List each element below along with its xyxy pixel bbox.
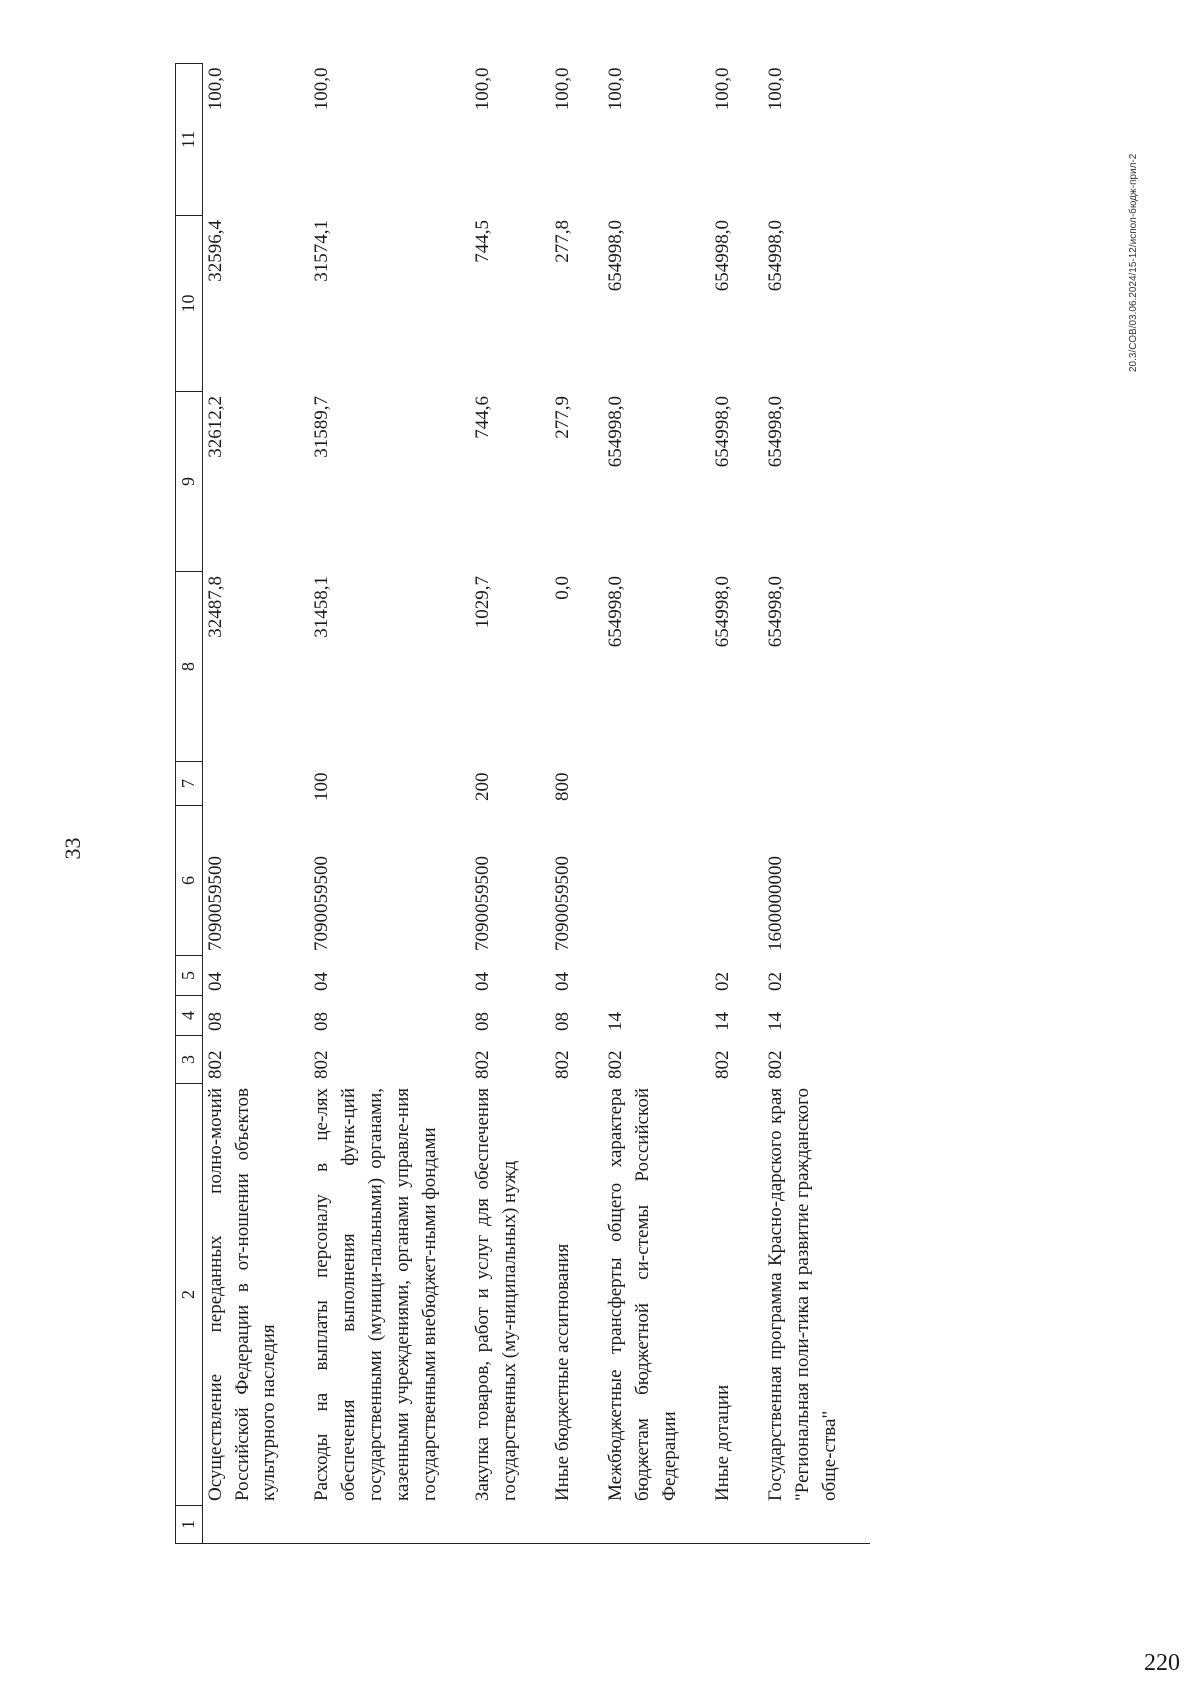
amount-approved: 654998,0 — [712, 576, 734, 648]
amount-approved: 1029,7 — [472, 576, 494, 629]
section-code: 14 — [712, 1012, 734, 1031]
section-code: 08 — [204, 1012, 226, 1031]
amount-approved: 654998,0 — [605, 576, 627, 648]
budget-table — [175, 63, 870, 1544]
expense-type-code — [763, 762, 870, 806]
amount-executed: 654998,0 — [765, 220, 787, 292]
ministry-code: 802 — [605, 1050, 627, 1079]
row-number — [710, 1506, 763, 1544]
amount-refined: 654998,0 — [765, 396, 787, 468]
column-header: 9 — [176, 392, 203, 572]
target-article-code — [603, 806, 710, 956]
column-header: 2 — [176, 1084, 203, 1506]
ministry-code: 802 — [204, 1050, 226, 1079]
amount-refined: 277,9 — [552, 396, 574, 439]
table-row — [603, 64, 710, 1544]
amount-approved: 31458,1 — [311, 576, 333, 638]
expense-name: Государственная программа Красно-дарского края "Региональная поли-тика и развитие гражданского обще-ства" — [765, 1088, 841, 1501]
amount-approved: 32487,8 — [204, 576, 226, 638]
expense-name: Иные дотации — [712, 1384, 734, 1501]
execution-percent: 100,0 — [472, 67, 494, 111]
expense-type-code — [202, 762, 309, 806]
subsection-code: 02 — [765, 972, 787, 991]
table-row — [202, 64, 309, 1544]
table-header-row — [176, 64, 203, 1544]
column-header: 4 — [176, 996, 203, 1036]
table-row — [710, 64, 763, 1544]
amount-executed: 744,5 — [472, 220, 494, 263]
expense-type-code: 800 — [552, 772, 574, 801]
expense-name: Осуществление переданных полно-мочий Российской Федерации в от-ношении объектов культурного наследия — [204, 1088, 280, 1501]
expense-name: Иные бюджетные ассигнования — [552, 1243, 574, 1501]
amount-refined: 654998,0 — [605, 396, 627, 468]
column-header: 5 — [176, 956, 203, 996]
section-code: 14 — [605, 1012, 627, 1031]
row-number — [202, 1506, 309, 1544]
column-header: 7 — [176, 762, 203, 806]
section-code: 08 — [311, 1012, 333, 1031]
execution-percent: 100,0 — [552, 67, 574, 111]
amount-approved: 0,0 — [552, 576, 574, 600]
section-code: 08 — [472, 1012, 494, 1031]
amount-executed: 654998,0 — [712, 220, 734, 292]
expense-type-code — [603, 762, 710, 806]
table-row — [309, 64, 470, 1544]
expense-type-code: 200 — [472, 772, 494, 801]
ministry-code: 802 — [472, 1050, 494, 1079]
table-row — [550, 64, 603, 1544]
amount-executed: 277,8 — [552, 220, 574, 263]
column-header: 8 — [176, 572, 203, 762]
row-number — [470, 1506, 550, 1544]
execution-percent: 100,0 — [765, 67, 787, 111]
column-header: 1 — [176, 1506, 203, 1544]
amount-executed: 32596,4 — [204, 220, 226, 282]
column-header: 6 — [176, 806, 203, 956]
table-row — [470, 64, 550, 1544]
expense-name: Межбюджетные трансферты общего характера бюджетам бюджетной си-стемы Российской Федерации — [605, 1088, 681, 1501]
execution-percent: 100,0 — [605, 67, 627, 111]
target-article-code: 1600000000 — [765, 856, 787, 951]
subsection-code: 04 — [311, 972, 333, 991]
ministry-code: 802 — [552, 1050, 574, 1079]
amount-refined: 744,6 — [472, 396, 494, 439]
expense-name: Закупка товаров, работ и услуг для обеспечения государственных (му-ниципальных) нужд — [472, 1088, 521, 1501]
document-code: 20.3/СОВ/03.06.2024/15-12/испол-бюдж-прил-2 — [1128, 153, 1139, 372]
target-article-code: 7090059500 — [204, 856, 226, 951]
ministry-code: 802 — [765, 1050, 787, 1079]
column-header: 11 — [176, 64, 203, 216]
column-header: 10 — [176, 216, 203, 392]
page-number: 33 — [60, 837, 85, 860]
execution-percent: 100,0 — [311, 67, 333, 111]
expense-type-code: 100 — [311, 772, 333, 801]
column-header: 3 — [176, 1036, 203, 1084]
subsection-code: 04 — [204, 972, 226, 991]
amount-refined: 32612,2 — [204, 396, 226, 458]
sheet-number: 220 — [1144, 1650, 1180, 1676]
amount-refined: 31589,7 — [311, 396, 333, 458]
expense-type-code — [710, 762, 763, 806]
amount-refined: 654998,0 — [712, 396, 734, 468]
expense-name: Расходы на выплаты персоналу в це-лях обеспечения выполнения функ-ций государственными (муници-пальными) органами, казенными учреждениями, органами управле-ния государственными внебюджет-ными фондами — [311, 1088, 441, 1501]
ministry-code: 802 — [311, 1050, 333, 1079]
amount-executed: 654998,0 — [605, 220, 627, 292]
subsection-code: 02 — [712, 972, 734, 991]
amount-executed: 31574,1 — [311, 220, 333, 282]
execution-percent: 100,0 — [204, 67, 226, 111]
subsection-code — [603, 956, 710, 996]
target-article-code: 7090059500 — [552, 856, 574, 951]
row-number — [763, 1506, 870, 1544]
target-article-code: 7090059500 — [472, 856, 494, 951]
amount-approved: 654998,0 — [765, 576, 787, 648]
subsection-code: 04 — [472, 972, 494, 991]
target-article-code: 7090059500 — [311, 856, 333, 951]
target-article-code — [710, 806, 763, 956]
section-code: 08 — [552, 1012, 574, 1031]
section-code: 14 — [765, 1012, 787, 1031]
ministry-code: 802 — [712, 1050, 734, 1079]
row-number — [309, 1506, 470, 1544]
row-number — [550, 1506, 603, 1544]
subsection-code: 04 — [552, 972, 574, 991]
row-number — [603, 1506, 710, 1544]
execution-percent: 100,0 — [712, 67, 734, 111]
table-row — [763, 64, 870, 1544]
